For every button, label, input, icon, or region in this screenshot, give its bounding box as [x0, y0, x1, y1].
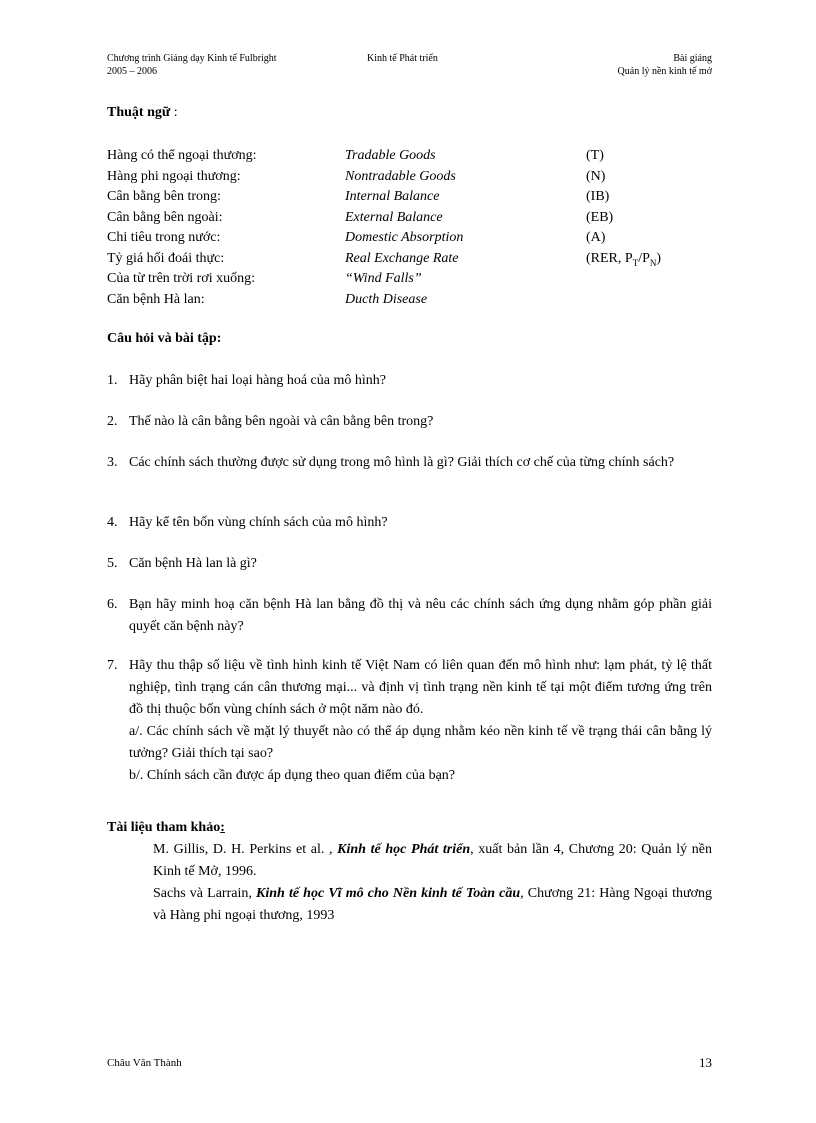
- header-year: 2005 – 2006: [107, 66, 157, 77]
- term-english: Internal Balance: [345, 189, 440, 204]
- references-heading: Tài liệu tham khảo:: [107, 820, 225, 835]
- question-number: 7.: [107, 658, 118, 673]
- header-right: [618, 52, 712, 78]
- term-vietnamese: Hàng có thể ngoại thương:: [107, 148, 257, 163]
- question-subpart-a: a/. Các chính sách về mặt lý thuyết nào có thể áp dụng nhằm kéo nền kinh tế về trạng thái cân bằng lý tưởng? Giải thích tại sao?: [129, 724, 712, 761]
- header-type: Bài giảng: [673, 53, 712, 64]
- reference-title: Kinh tế học Vĩ mô cho Nền kinh tế Toàn cầu: [256, 886, 521, 901]
- term-english: Domestic Absorption: [345, 230, 464, 245]
- question-text: Hãy kể tên bốn vùng chính sách của mô hình?: [129, 515, 388, 530]
- question-text: Hãy thu thập số liệu về tình hình kinh tế Việt Nam có liên quan đến mô hình như: lạm phát, tỷ lệ thất nghiệp, tình trạng cán cân thương mại... và định vị tình trạng nền kinh tế tại một điểm tương ứng trên đồ thị thuộc bốn vùng chính sách ở một năm nào đó.: [129, 658, 712, 717]
- question-subpart-b: b/. Chính sách cần được áp dụng theo quan điểm của bạn?: [129, 768, 456, 783]
- term-vietnamese: Của từ trên trời rơi xuống:: [107, 271, 255, 286]
- term-row: [107, 290, 707, 311]
- term-abbreviation: (N): [586, 168, 606, 184]
- footer-author: Châu Văn Thành: [107, 1057, 182, 1069]
- question-number: 2.: [107, 414, 118, 429]
- term-english: Ducth Disease: [345, 291, 428, 307]
- reference-item: Sachs và Larrain, Kinh tế học Vĩ mô cho Nền kinh tế Toàn cầu, Chương 21: Hàng Ngoại thương và Hàng phi ngoại thương, 1993: [153, 886, 712, 923]
- term-row: [107, 228, 707, 249]
- question-item: [107, 370, 712, 392]
- term-row: [107, 249, 707, 270]
- header-course: Kinh tế Phát triển: [367, 53, 438, 64]
- term-vietnamese: Chi tiêu trong nước:: [107, 230, 221, 245]
- term-abbreviation: (IB): [586, 189, 610, 204]
- term-abbreviation: (A): [586, 230, 606, 245]
- term-english: Tradable Goods: [345, 148, 436, 163]
- term-row: [107, 187, 707, 208]
- question-item: [107, 594, 712, 638]
- page-number: 13: [699, 1055, 712, 1070]
- question-item: [107, 452, 712, 474]
- question-item: [107, 512, 712, 534]
- question-item: [107, 655, 712, 787]
- reference-item: M. Gillis, D. H. Perkins et al. , Kinh tế học Phát triển, xuất bản lần 4, Chương 20: Quản lý nền Kinh tế Mở, 1996.: [153, 842, 713, 879]
- question-text: Các chính sách thường được sử dụng trong mô hình là gì? Giải thích cơ chế của từng chính sách?: [129, 455, 675, 470]
- term-row: [107, 146, 707, 167]
- term-vietnamese: Cân bằng bên ngoài:: [107, 209, 223, 225]
- term-row: [107, 269, 707, 290]
- question-item: [107, 553, 712, 575]
- header-program: Chương trình Giảng dạy Kinh tế Fulbright: [107, 53, 277, 64]
- term-abbreviation: (RER, $P_T/P_N$): [586, 250, 662, 268]
- question-number: 5.: [107, 556, 118, 571]
- question-number: 4.: [107, 515, 118, 530]
- term-row: [107, 167, 707, 188]
- term-vietnamese: Cân bằng bên trong:: [107, 189, 221, 204]
- question-text: Bạn hãy minh hoạ căn bệnh Hà lan bằng đồ thị và nêu các chính sách ứng dụng nhằm góp phần giải quyết căn bệnh này?: [129, 597, 712, 634]
- term-vietnamese: Hàng phi ngoại thương:: [107, 168, 241, 184]
- question-text: Thế nào là cân bằng bên ngoài và cân bằng bên trong?: [129, 414, 434, 429]
- header-center: [367, 52, 438, 65]
- term-english: Nontradable Goods: [345, 168, 456, 184]
- header-left: [107, 52, 277, 78]
- question-text: Căn bệnh Hà lan là gì?: [129, 556, 257, 571]
- term-vietnamese: Căn bệnh Hà lan:: [107, 291, 205, 307]
- term-row: [107, 208, 707, 229]
- question-number: 6.: [107, 597, 118, 612]
- question-number: 3.: [107, 455, 118, 470]
- reference-title: Kinh tế học Phát triển: [337, 842, 471, 857]
- term-english: External Balance: [345, 209, 443, 225]
- question-number: 1.: [107, 373, 118, 388]
- term-vietnamese: Tỷ giá hối đoái thực:: [107, 250, 225, 266]
- question-item: [107, 411, 712, 433]
- questions-heading: Câu hỏi và bài tập:: [107, 331, 222, 346]
- header-lecture-title: Quản lý nền kinh tế mở: [617, 66, 712, 77]
- term-english: Real Exchange Rate: [345, 250, 459, 266]
- references-list: [153, 839, 712, 927]
- terms-heading: Thuật ngữ :: [107, 105, 178, 120]
- term-abbreviation: (EB): [586, 209, 614, 225]
- term-english: “Wind Falls”: [345, 271, 422, 286]
- term-abbreviation: (T): [586, 148, 604, 163]
- terms-list: [107, 146, 707, 310]
- question-text: Hãy phân biệt hai loại hàng hoá của mô hình?: [129, 373, 386, 388]
